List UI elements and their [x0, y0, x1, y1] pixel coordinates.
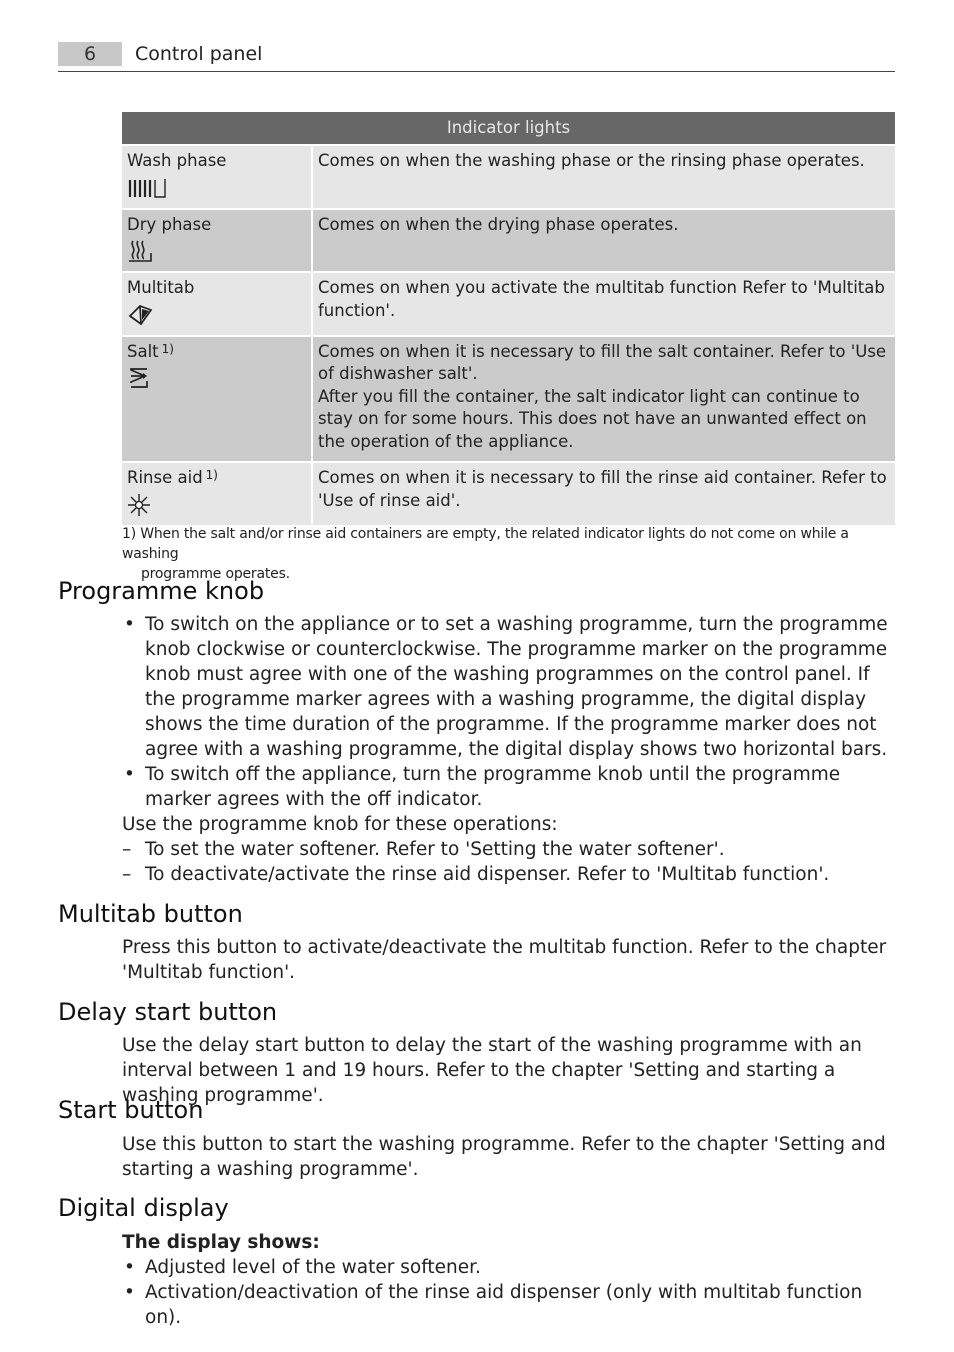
- table-row: [122, 462, 895, 526]
- page-number: 6: [58, 42, 122, 66]
- paragraph: Use this button to start the washing programme. Refer to the chapter 'Setting and starting a washing programme'.: [122, 1134, 886, 1180]
- indicator-name-cell: [122, 462, 312, 526]
- display-shows-label: The display shows:: [122, 1232, 320, 1253]
- table-row: [122, 272, 895, 336]
- multitab-icon: [127, 303, 155, 327]
- indicator-description-cell: [312, 336, 895, 463]
- indicator-description: Comes on when the drying phase operates.: [312, 209, 895, 273]
- list-item: – To set the water softener. Refer to 'Setting the water softener'.: [122, 837, 896, 862]
- indicator-description: Comes on when the washing phase or the rinsing phase operates.: [312, 145, 895, 209]
- table-row: [122, 209, 895, 273]
- paragraph: Use the programme knob for these operations:: [122, 814, 558, 835]
- table-row: [122, 336, 895, 463]
- header-title: Control panel: [135, 43, 263, 65]
- section-title-start-button: Start button: [58, 1096, 204, 1124]
- section-title-multitab-button: Multitab button: [58, 900, 243, 928]
- list-item: • Activation/deactivation of the rinse aid dispenser (only with multitab function on).: [122, 1280, 896, 1330]
- paragraph: Use the delay start button to delay the start of the washing programme with an interval between 1 and 19 hours. Refer to the chapter 'Setting and starting a washing programme'.: [122, 1035, 862, 1106]
- list-item: • Adjusted level of the water softener.: [122, 1255, 896, 1280]
- salt-icon: [127, 366, 153, 390]
- indicator-name-cell: [122, 272, 312, 336]
- indicator-name: Multitab: [127, 278, 195, 297]
- table-heading: Indicator lights: [122, 112, 895, 145]
- indicator-description: Comes on when it is necessary to fill the rinse aid container. Refer to 'Use of rinse aid'.: [312, 462, 895, 526]
- indicator-name: Rinse aid: [127, 468, 203, 487]
- programme-knob-content: [122, 612, 896, 887]
- footnote-marker: 1): [205, 468, 218, 482]
- footnote-line: 1) When the salt and/or rinse aid containers are empty, the related indicator lights do not come on while a washing: [122, 526, 849, 562]
- list-item: • To switch off the appliance, turn the programme knob until the programme marker agrees with the off indicator.: [122, 762, 896, 812]
- footnote-marker: 1): [161, 341, 174, 356]
- bullet-list: [122, 612, 896, 812]
- dash-list: [122, 837, 896, 887]
- table-header-row: [122, 112, 895, 145]
- wash-phase-icon: [127, 176, 167, 200]
- list-item: • To switch on the appliance or to set a washing programme, turn the programme knob clockwise or counterclockwise. The programme marker on the programme knob must agree with one of the washing programmes on the control panel. If the programme marker agrees with a washing programme, the digital display shows the time duration of the programme. If the programme marker does not agree with a washing programme, the digital display shows two horizontal bars.: [122, 612, 896, 762]
- page-header: [58, 40, 895, 72]
- indicator-description: Comes on when it is necessary to fill the salt container. Refer to 'Use of dishwasher salt'.: [318, 341, 887, 383]
- section-title-delay-start-button: Delay start button: [58, 998, 278, 1026]
- paragraph: Press this button to activate/deactivate the multitab function. Refer to the chapter 'Multitab function'.: [122, 937, 887, 983]
- indicator-description-extra: After you fill the container, the salt indicator light can continue to stay on for some hours. This does not have an unwanted effect on the operation of the appliance.: [318, 386, 867, 451]
- digital-display-content: [122, 1230, 896, 1330]
- table-footnote: [122, 524, 902, 584]
- indicator-name-cell: [122, 336, 312, 463]
- indicator-name: Wash phase: [127, 151, 227, 170]
- footnote-line: programme operates.: [141, 566, 290, 582]
- section-title-digital-display: Digital display: [58, 1194, 229, 1222]
- rinse-aid-icon: [127, 493, 153, 517]
- list-item: – To deactivate/activate the rinse aid dispenser. Refer to 'Multitab function'.: [122, 862, 896, 887]
- indicator-name: Dry phase: [127, 214, 212, 234]
- table-row: [122, 145, 895, 209]
- indicator-description: Comes on when you activate the multitab function Refer to 'Multitab function'.: [312, 272, 895, 336]
- section-title-programme-knob: Programme knob: [58, 577, 265, 605]
- indicator-name-cell: [122, 209, 312, 273]
- indicator-lights-table: [122, 112, 895, 527]
- bullet-list: [122, 1255, 896, 1330]
- indicator-name-cell: [122, 145, 312, 209]
- dry-phase-icon: [127, 239, 155, 263]
- indicator-name: Salt: [127, 341, 159, 361]
